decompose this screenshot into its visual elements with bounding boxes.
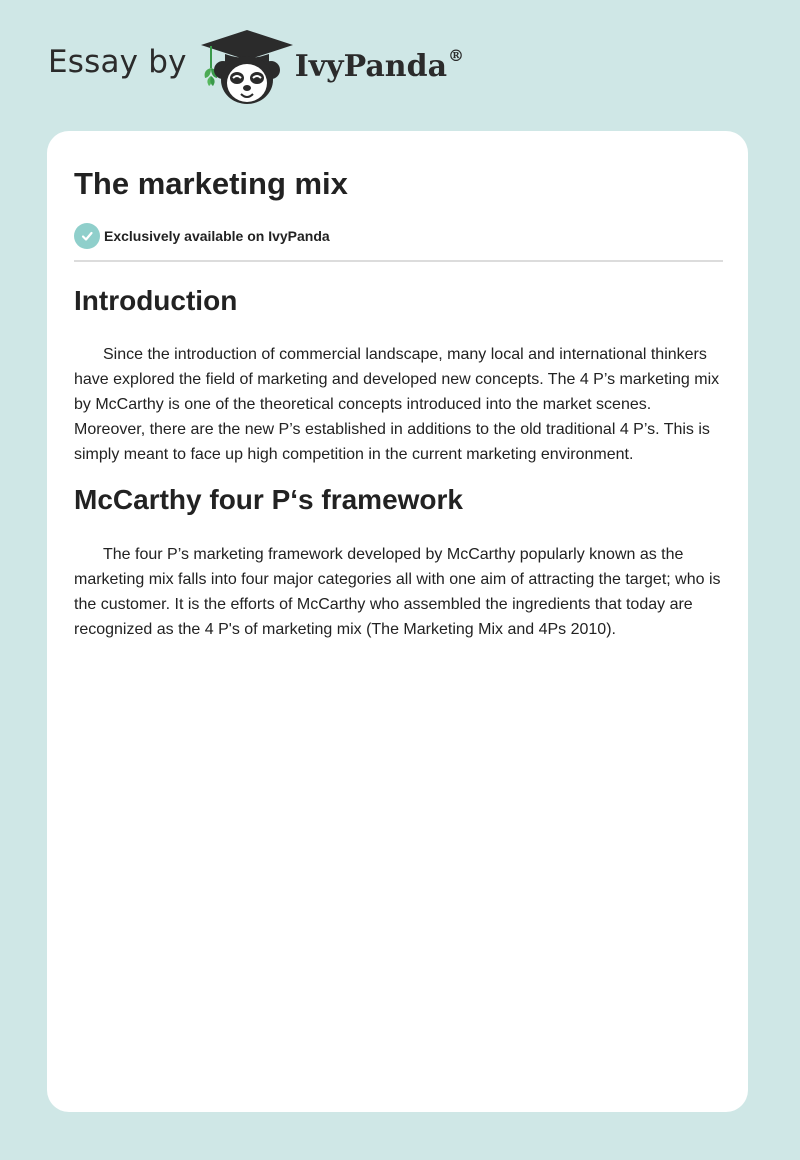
registered-mark: ® — [448, 45, 465, 65]
section-heading-mccarthy-framework: McCarthy four P‘s framework — [74, 484, 463, 515]
panda-graduate-logo-icon — [201, 28, 293, 108]
section-heading-introduction: Introduction — [74, 285, 238, 316]
exclusive-badge — [74, 223, 723, 249]
essay-card — [47, 131, 748, 1112]
brand-name: IvyPanda® — [294, 45, 465, 84]
brand-header — [48, 28, 464, 108]
section-paragraph-introduction: Since the introduction of commercial landscape, many local and international thinkers have explored the field of marketing and developed new concepts. The 4 P’s marketing mix by McCarthy is one of the theoretical concepts introduced into the market scenes. Moreover, there are the new P’s established in additions to the old traditional 4 P’s. This is simply meant to face up high competition in the current marketing environment. — [74, 346, 720, 463]
essay-by-label: Essay by — [48, 44, 187, 80]
essay-content — [74, 131, 723, 642]
check-icon — [74, 223, 100, 249]
title-divider — [74, 260, 723, 262]
section-paragraph-mccarthy-framework: The four P’s marketing framework developed by McCarthy popularly known as the marketing mix falls into four major categories all with one aim of attracting the target; who is the customer. It is the efforts of McCarthy who assembled the ingredients that today are recognized as the 4 P's of marketing mix (The Marketing Mix and 4Ps 2010). — [74, 546, 721, 638]
exclusive-badge-text: Exclusively available on IvyPanda — [104, 228, 330, 244]
essay-title: The marketing mix — [74, 166, 348, 201]
